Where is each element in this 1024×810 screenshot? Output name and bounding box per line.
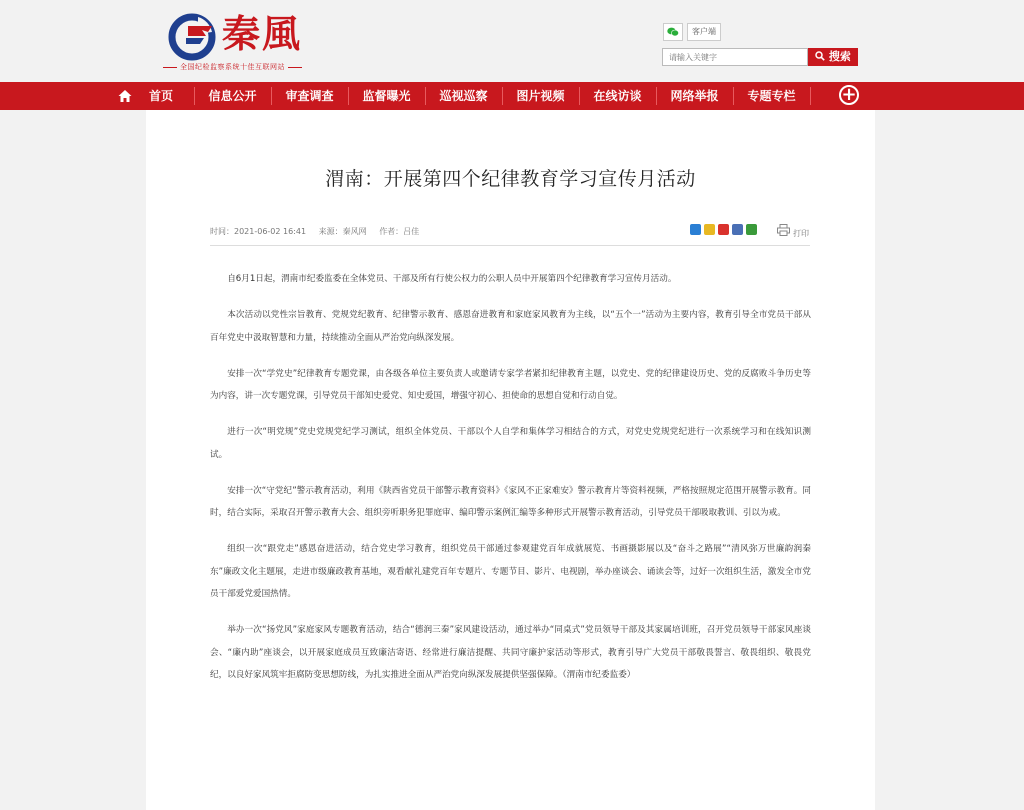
share-renren-icon[interactable] (732, 224, 743, 235)
article-container (146, 110, 875, 810)
search-input[interactable] (662, 48, 808, 66)
logo-slogan (160, 62, 305, 72)
print-button[interactable] (777, 224, 809, 236)
article-title: 渭南：开展第四个纪律教育学习宣传月活动 (325, 168, 696, 190)
nav-item-home[interactable]: 首页 (148, 89, 173, 103)
site-header (0, 0, 1024, 82)
article-paragraph: 自6月1日起，渭南市纪委监委在全体党员、干部及所有行使公权力的公职人员中开展第四个纪律教育学习宣传月活动。 (227, 274, 677, 284)
nav-item-topics[interactable]: 专题专栏 (747, 89, 796, 103)
share-icons (690, 224, 757, 236)
article-body (210, 268, 811, 700)
share-more-icon[interactable] (690, 224, 701, 235)
share-weibo-icon[interactable] (718, 224, 729, 235)
search-button-label: 搜索 (828, 50, 851, 63)
share-qzone-icon[interactable] (704, 224, 715, 235)
nav-item-info[interactable]: 信息公开 (208, 89, 257, 103)
nav-item-inspection[interactable]: 巡视巡察 (439, 89, 488, 103)
article-paragraph: 组织一次“跟党走”感恩奋进活动，结合党史学习教育，组织党员干部通过参观建党百年成就展览、书画摄影展以及“奋斗之路展”“清风弥万世廉韵润秦东”廉政文化主题展，走进市级廉政教育基地，观看献礼建党百年专题片、专题节目、影片、电视剧，举办座谈会、诵读会等，过好一次组织生活，激发全市党员干部爱党爱国热情。 (210, 544, 811, 599)
nav-item-report[interactable]: 网络举报 (670, 89, 719, 103)
article-time: 时间：2021-06-02 16:41 (210, 227, 307, 236)
plus-icon[interactable]: + (839, 85, 859, 105)
wechat-button[interactable] (663, 23, 683, 41)
article-author: 作者：吕佳 (379, 227, 420, 236)
nav-item-interview[interactable]: 在线访谈 (593, 89, 642, 103)
slogan-text: 全国纪检监察系统十佳互联网站 (180, 63, 285, 71)
meta-divider (210, 245, 810, 246)
search-button[interactable] (808, 48, 858, 66)
article-paragraph: 安排一次“守党纪”警示教育活动，利用《陕西省党员干部警示教育资料》《家风不正家难安》警示教育片等资料视频，严格按照规定范围开展警示教育。同时，结合实际，采取召开警示教育大会、组织旁听职务犯罪庭审、编印警示案例汇编等多种形式开展警示教育活动，引导党员干部吸取教训、引以为戒。 (210, 485, 811, 518)
logo-emblem-icon (168, 12, 218, 62)
article-paragraph: 本次活动以党性宗旨教育、党规党纪教育、纪律警示教育、感恩奋进教育和家庭家风教育为主线，以“五个一”活动为主要内容，教育引导全市党员干部从百年党史中汲取智慧和力量，持续推动全面从严治党向纵深发展。 (210, 310, 811, 343)
search-icon (815, 51, 825, 61)
nav-item-investigation[interactable]: 审查调查 (285, 89, 334, 103)
article-paragraph: 进行一次“明党规”党史党规党纪学习测试，组织全体党员、干部以个人自学和集体学习相结合的方式，对党史党规党纪进行一次系统学习和在线知识测试。 (210, 427, 811, 460)
article-source: 来源：秦风网 (318, 227, 367, 236)
client-app-button[interactable]: 客户端 (687, 23, 721, 41)
main-nav (0, 82, 1024, 110)
nav-item-supervision[interactable]: 监督曝光 (362, 89, 411, 103)
article-paragraph: 举办一次“扬党风”家庭家风专题教育活动，结合“德润三秦”家风建设活动，通过举办“同桌式”党员领导干部及其家属培训班，召开党员领导干部家风座谈会、“廉内助”座谈会，以开展家庭成员互致廉洁寄语、经常进行廉洁提醒、共同守廉护家活动等形式，教育引导广大党员干部敬畏誓言、敬畏组织、敬畏党纪，以良好家风筑牢拒腐防变思想防线，为扎实推进全面从严治党向纵深发展提供坚强保障。（渭南市纪委监委） (210, 625, 811, 680)
article-paragraph: 安排一次“学党史”纪律教育专题党课，由各级各单位主要负责人或邀请专家学者紧扣纪律教育主题，以党史、党的纪律建设历史、党的反腐败斗争历史等为内容，讲一次专题党课，引导党员干部知史爱党、知史爱国，增强守初心、担使命的思想自觉和行动自觉。 (210, 368, 811, 401)
logo-text: 秦風 (222, 11, 303, 56)
site-logo[interactable] (168, 6, 338, 74)
nav-item-media[interactable]: 图片视频 (516, 89, 565, 103)
share-wechat-icon[interactable] (746, 224, 757, 235)
home-icon[interactable] (118, 89, 132, 103)
article-meta (210, 226, 429, 237)
print-label: 打印 (793, 228, 809, 238)
print-icon (777, 224, 790, 236)
wechat-icon (667, 27, 679, 37)
